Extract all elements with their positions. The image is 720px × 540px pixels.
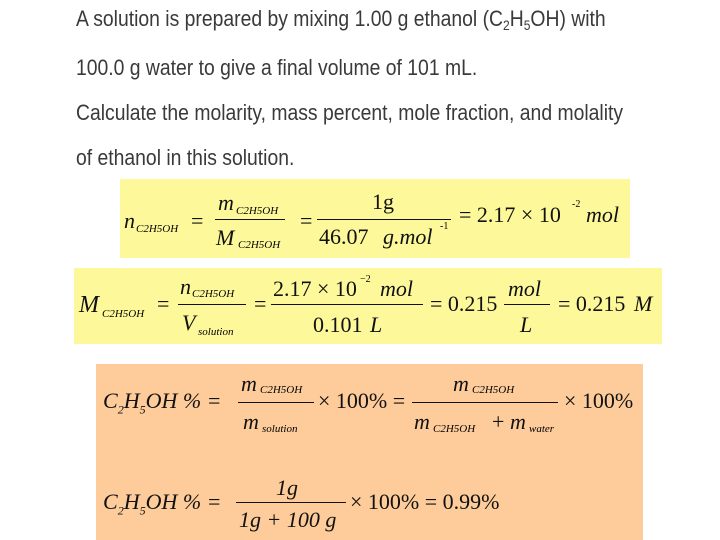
molarity-fraction-bar-1 — [178, 304, 246, 305]
problem-line-1 — [76, 6, 606, 33]
moles-numerator-value: 1g — [372, 189, 394, 214]
mass-percent-lhs — [103, 390, 222, 415]
mass-percent-fraction-bar-1 — [238, 402, 314, 403]
molarity-numerator-subscript: C2H5OH — [192, 288, 235, 300]
molarity-denominator-3: L — [520, 312, 533, 337]
mass-percent-denominator-2-m1: m — [414, 409, 430, 434]
molarity-denominator-2-unit: L — [370, 312, 383, 337]
moles-fraction-bar-2 — [317, 219, 451, 220]
moles-equals-1: = — [191, 208, 204, 233]
molarity-fraction-bar-3 — [504, 304, 550, 305]
molarity-fraction-bar-2 — [271, 304, 423, 305]
problem-line-3: Calculate the molarity, mass percent, mole fraction, and molality — [76, 100, 624, 125]
problem-line-2: 100.0 g water to give a final volume of 101 mL. — [76, 55, 478, 80]
moles-numerator-m: m — [218, 190, 234, 215]
molarity-numerator-3: mol — [508, 276, 541, 301]
moles-denominator-unit: g.mol — [383, 224, 433, 249]
mass-percent-numerator-2-subscript: C2H5OH — [472, 384, 515, 396]
mass-percent-denominator-2-subscript-1: C2H5OH — [433, 423, 476, 435]
mass-percent-denominator-subscript: solution — [262, 423, 298, 435]
mass-percent-denominator-m: m — [243, 409, 259, 434]
mass-percent-lhs-sub-2: 2 — [117, 402, 124, 417]
molarity-numerator-2-unit: mol — [380, 276, 413, 301]
mass-percent-box — [96, 364, 643, 540]
moles-n-subscript: C2H5OH — [136, 223, 179, 235]
molarity-M: M — [79, 292, 99, 318]
molarity-equation-box — [74, 268, 662, 344]
mass-percent-value-denominator: 1g + 100 g — [239, 507, 337, 532]
mass-percent-times-2: × 100% — [564, 388, 634, 413]
moles-result-exponent: -2 — [572, 199, 581, 210]
molarity-denominator-V: V — [182, 310, 196, 335]
mass-percent-value-result: × 100% = 0.99% — [350, 489, 500, 514]
moles-denominator-M: M — [216, 225, 235, 250]
moles-denominator-subscript: C2H5OH — [238, 239, 281, 251]
molarity-equals-1: = — [157, 291, 170, 316]
mass-percent-numerator-subscript: C2H5OH — [260, 384, 303, 396]
moles-denominator-value: 46.07 — [319, 224, 369, 249]
moles-equation-box — [120, 179, 630, 258]
problem-sub-5: 5 — [523, 17, 531, 33]
moles-equals-2: = — [300, 208, 313, 233]
molarity-numerator-2: 2.17 × 10 — [273, 276, 357, 301]
mass-percent-lhs-h: H — [123, 388, 140, 413]
molarity-denominator-subscript: solution — [198, 326, 234, 338]
mass-percent-value-lhs — [103, 491, 222, 516]
mass-percent-lhs-c: C — [103, 388, 118, 413]
moles-result: = 2.17 × 10 — [459, 202, 561, 227]
problem-line-1-text-a: A solution is prepared by mixing 1.00 g ethanol (C — [76, 6, 504, 31]
moles-denominator-exponent: -1 — [440, 221, 449, 232]
mass-percent-denominator-2-subscript-2: water — [529, 423, 555, 435]
mass-percent-value-lhs-h: H — [123, 489, 140, 514]
mass-percent-times-1: × 100% = — [318, 388, 406, 413]
molarity-result: = 0.215 — [558, 291, 626, 316]
mass-percent-value-numerator: 1g — [276, 475, 298, 500]
problem-h: H — [509, 6, 524, 31]
problem-line-1-text-b: OH) with — [530, 6, 606, 31]
problem-sub-2: 2 — [503, 17, 510, 33]
mass-percent-numerator-2-m: m — [453, 371, 469, 396]
mass-percent-lhs-sub-5: 5 — [139, 402, 146, 417]
molarity-denominator-2: 0.101 — [313, 312, 363, 337]
mass-percent-value-lhs-sub-5: 5 — [139, 503, 146, 518]
mass-percent-value-lhs-c: C — [103, 489, 118, 514]
mass-percent-lhs-rest: OH % = — [145, 388, 222, 413]
molarity-equals-3: = 0.215 — [430, 291, 498, 316]
mass-percent-value-lhs-sub-2: 2 — [117, 503, 124, 518]
moles-result-unit: mol — [586, 202, 619, 227]
mass-percent-fraction-bar-2 — [412, 402, 558, 403]
molarity-numerator-2-exponent: −2 — [360, 274, 371, 285]
problem-line-4: of ethanol in this solution. — [76, 145, 295, 170]
mass-percent-value-lhs-rest: OH % = — [145, 489, 222, 514]
mass-percent-numerator-m: m — [241, 371, 257, 396]
mass-percent-denominator-2-m2: m — [510, 409, 526, 434]
moles-n: n — [124, 208, 135, 233]
mass-percent-value-fraction-bar — [236, 502, 346, 503]
moles-numerator-subscript: C2H5OH — [236, 205, 279, 217]
moles-fraction-bar-1 — [215, 219, 285, 220]
molarity-M-subscript: C2H5OH — [102, 308, 145, 320]
molarity-numerator-n: n — [180, 274, 191, 299]
molarity-result-unit: M — [634, 291, 653, 316]
molarity-equals-2: = — [254, 291, 267, 316]
mass-percent-denominator-2-plus: + — [492, 409, 505, 434]
